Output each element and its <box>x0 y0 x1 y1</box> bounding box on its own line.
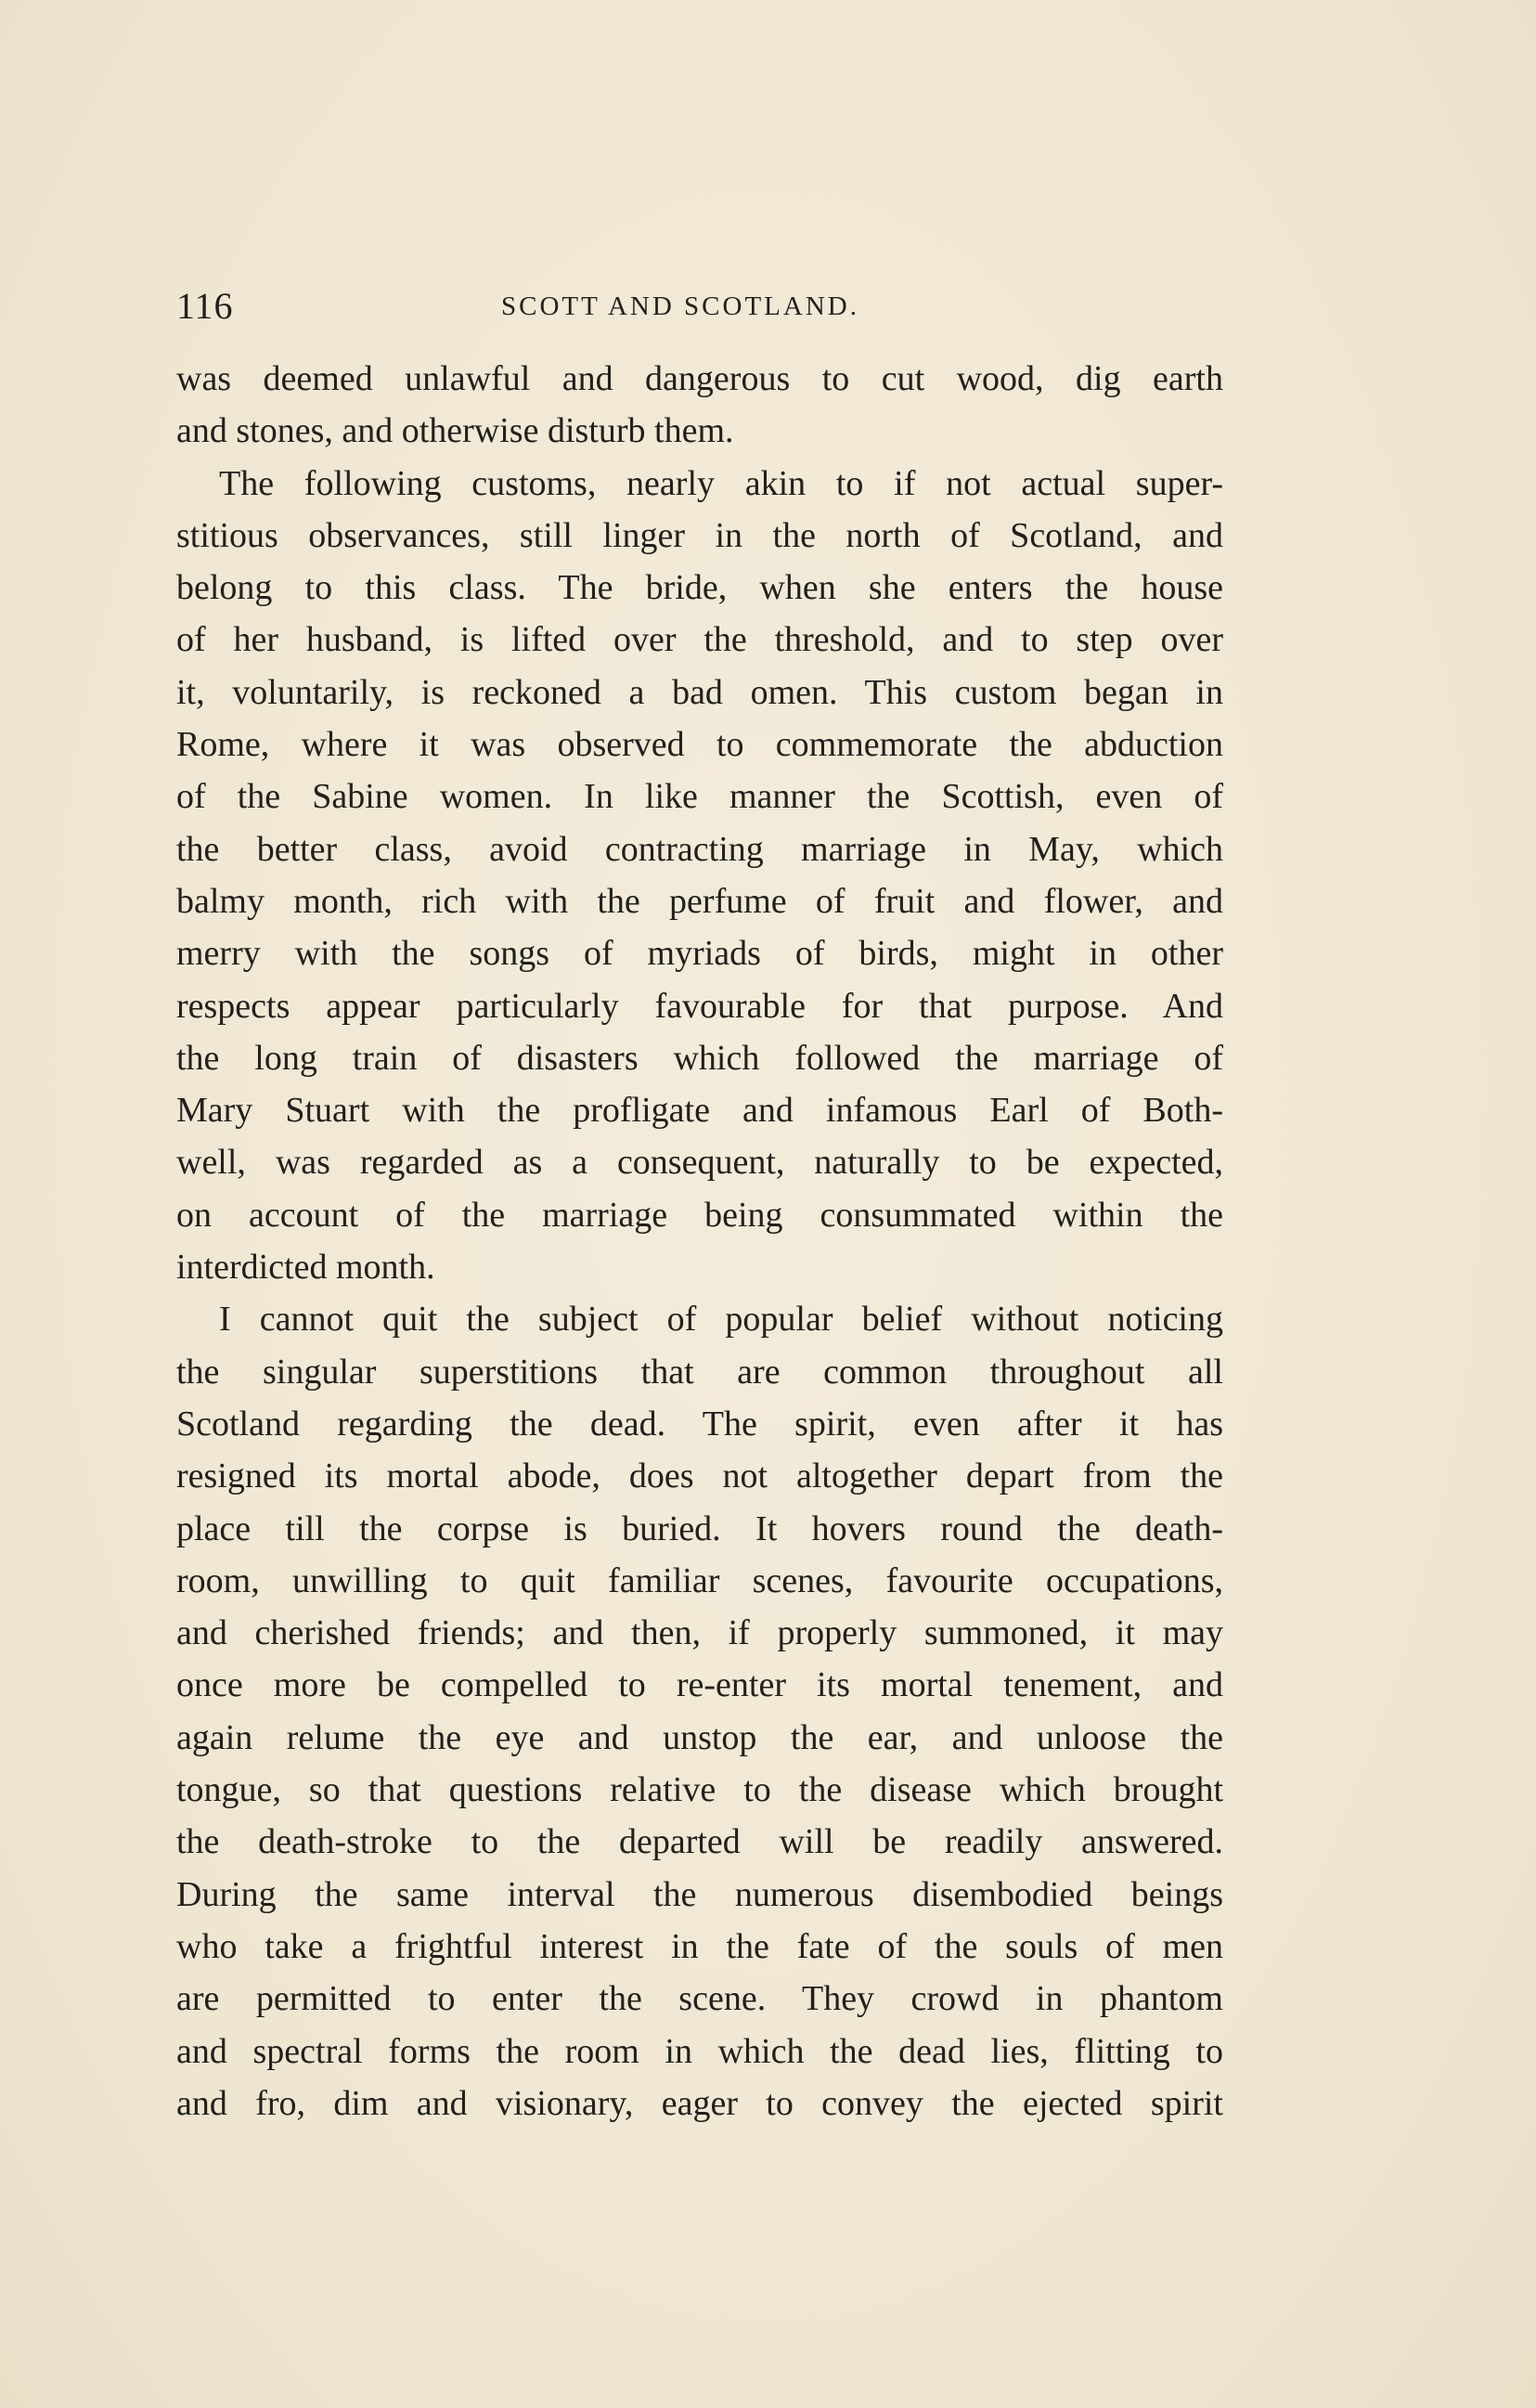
text-line: and spectral forms the room in which the dead lies, flitting to <box>176 2031 1223 2071</box>
running-head: SCOTT AND SCOTLAND. <box>501 291 859 321</box>
text-line: During the same interval the numerous disembodied beings <box>176 1874 1223 1914</box>
text-line: and stones, and otherwise disturb them. <box>176 411 734 451</box>
text-line: of her husband, is lifted over the threshold, and to step over <box>176 620 1223 660</box>
text-line: are permitted to enter the scene. They crowd in phantom <box>176 1979 1223 2019</box>
text-line: belong to this class. The bride, when she enters the house <box>176 568 1223 608</box>
text-line: of the Sabine women. In like manner the Scottish, even of <box>176 777 1223 817</box>
text-line: and fro, dim and visionary, eager to convey the ejected spirit <box>176 2083 1223 2123</box>
page-header <box>176 284 1220 330</box>
text-line: respects appear particularly favourable for that purpose. And <box>176 986 1223 1026</box>
text-line: place till the corpse is buried. It hovers round the death- <box>176 1508 1223 1548</box>
paragraph-start-line: I cannot quit the subject of popular belief without noticing <box>219 1300 1223 1340</box>
text-line: Scotland regarding the dead. The spirit, even after it has <box>176 1404 1223 1444</box>
text-line: resigned its mortal abode, does not altogether depart from the <box>176 1456 1223 1496</box>
text-line: the singular superstitions that are common throughout all <box>176 1352 1223 1392</box>
text-line: merry with the songs of myriads of birds, might in other <box>176 934 1223 974</box>
text-line: and cherished friends; and then, if properly summoned, it may <box>176 1613 1223 1653</box>
body-text <box>176 353 1223 2130</box>
text-line: who take a frightful interest in the fate of the souls of men <box>176 1926 1223 1966</box>
text-line: again relume the eye and unstop the ear, and unloose the <box>176 1717 1223 1757</box>
text-line: once more be compelled to re-enter its mortal tenement, and <box>176 1665 1223 1705</box>
text-line: Mary Stuart with the profligate and infamous Earl of Both- <box>176 1091 1223 1131</box>
text-line: room, unwilling to quit familiar scenes, favourite occupations, <box>176 1560 1223 1600</box>
text-line: was deemed unlawful and dangerous to cut wood, dig earth <box>176 359 1223 398</box>
text-line: Rome, where it was observed to commemorate the abduction <box>176 725 1223 765</box>
page-number: 116 <box>176 285 234 327</box>
text-line: the better class, avoid contracting marriage in May, which <box>176 829 1223 869</box>
text-line: on account of the marriage being consummated within the <box>176 1195 1223 1235</box>
text-line: the long train of disasters which followed the marriage of <box>176 1038 1223 1078</box>
text-line: it, voluntarily, is reckoned a bad omen. This custom began in <box>176 672 1223 712</box>
text-line: well, was regarded as a consequent, naturally to be expected, <box>176 1143 1223 1183</box>
text-line: interdicted month. <box>176 1248 435 1288</box>
paragraph-start-line: The following customs, nearly akin to if not actual super- <box>219 463 1223 503</box>
text-line: tongue, so that questions relative to the disease which brought <box>176 1770 1223 1810</box>
text-line: the death-stroke to the departed will be readily answered. <box>176 1822 1223 1862</box>
text-line: balmy month, rich with the perfume of fruit and flower, and <box>176 881 1223 921</box>
text-line: stitious observances, still linger in the north of Scotland, and <box>176 515 1223 555</box>
